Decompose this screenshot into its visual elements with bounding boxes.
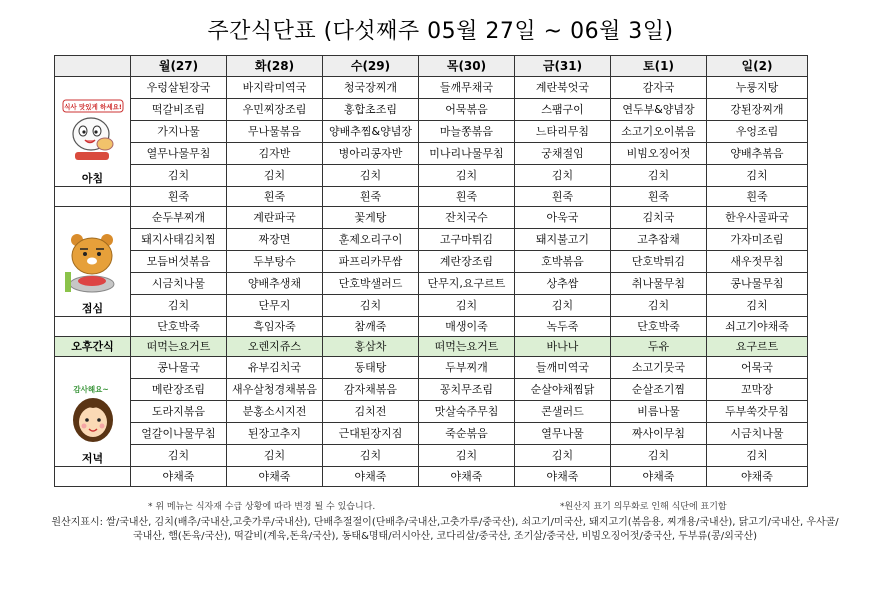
menu-item: 새우젓무침 <box>707 251 808 273</box>
menu-item: 어묵볶음 <box>419 99 515 121</box>
dinner-menu-row <box>55 423 808 445</box>
menu-item: 꽁치무조림 <box>419 379 515 401</box>
menu-item: 아욱국 <box>515 207 611 229</box>
breakfast-sign-text: 식사 맛있게 하세요! <box>63 103 122 111</box>
menu-item: 소고기오이볶음 <box>611 121 707 143</box>
menu-item: 들깨무채국 <box>419 77 515 99</box>
dinner-menu-row <box>55 445 808 467</box>
snack-item: 떠먹는요거트 <box>419 337 515 357</box>
menu-item: 들깨미역국 <box>515 357 611 379</box>
menu-item: 계란장조림 <box>419 251 515 273</box>
porridge-item: 흰죽 <box>227 187 323 207</box>
menu-item: 우민찌장조림 <box>227 99 323 121</box>
menu-item: 누룽지탕 <box>707 77 808 99</box>
menu-item: 두부찌개 <box>419 357 515 379</box>
porridge-item: 야채죽 <box>227 467 323 487</box>
snack-label: 오후간식 <box>55 337 131 357</box>
snack-item: 홍삼차 <box>323 337 419 357</box>
porridge-item: 참깨죽 <box>323 317 419 337</box>
menu-item: 가지나물 <box>131 121 227 143</box>
lunch-porridge-row <box>55 317 808 337</box>
porridge-item: 흰죽 <box>131 187 227 207</box>
menu-item: 잔치국수 <box>419 207 515 229</box>
dinner-label-cell <box>55 357 131 467</box>
dinner-menu-row <box>55 379 808 401</box>
menu-item: 분홍소시지전 <box>227 401 323 423</box>
lunch-label-cell <box>55 207 131 317</box>
menu-item: 고추잡채 <box>611 229 707 251</box>
menu-item: 김치 <box>131 295 227 317</box>
menu-item: 시금치나물 <box>131 273 227 295</box>
snack-item: 바나나 <box>515 337 611 357</box>
menu-item: 병아리콩자반 <box>323 143 419 165</box>
menu-item: 죽순볶음 <box>419 423 515 445</box>
menu-item: 메란장조림 <box>131 379 227 401</box>
menu-item: 순살조기찜 <box>611 379 707 401</box>
porridge-item: 흰죽 <box>707 187 808 207</box>
menu-item: 근대된장지짐 <box>323 423 419 445</box>
menu-item: 스팸구이 <box>515 99 611 121</box>
menu-item: 유부김치국 <box>227 357 323 379</box>
menu-item: 김치 <box>515 165 611 187</box>
lunch-menu-row <box>55 273 808 295</box>
menu-item: 꽃게탕 <box>323 207 419 229</box>
menu-item: 훈제오리구이 <box>323 229 419 251</box>
menu-item: 비름나물 <box>611 401 707 423</box>
menu-item: 순두부찌개 <box>131 207 227 229</box>
menu-item: 김치 <box>515 295 611 317</box>
lunch-menu-row <box>55 251 808 273</box>
dinner-menu-row <box>55 401 808 423</box>
origin-info: 원산지표시: 쌀/국내산, 김치(배추/국내산,고춧가루/국내산), 단배추절절이(단배추/국내산,고춧가루/중국산), 쇠고기/미국산, 돼지고기(볶음용, 찌개용/국내산), 닭고기/국내산, 우사골/국내산, 햄(돈육/국산), 떡갈비(계육,돈육/국산), 동태&명태/러시아산, 코다리살/중국산, 조기살/중국산, 비빔오징어젓/중국산, 두부류(콩/외국산) <box>51 517 839 542</box>
menu-item: 계란북엇국 <box>515 77 611 99</box>
snack-row <box>55 337 808 357</box>
menu-item: 비빔오징어젓 <box>611 143 707 165</box>
breakfast-label: 아침 <box>81 172 104 185</box>
menu-item: 김치 <box>707 295 808 317</box>
menu-item: 새우살청경채볶음 <box>227 379 323 401</box>
menu-item: 돼지사태김치찜 <box>131 229 227 251</box>
menu-item: 김치 <box>515 445 611 467</box>
menu-item: 얼갈이나물무침 <box>131 423 227 445</box>
day-header: 수(29) <box>323 56 419 77</box>
menu-item: 모듬버섯볶음 <box>131 251 227 273</box>
menu-item: 돼지불고기 <box>515 229 611 251</box>
menu-item: 강된장찌개 <box>707 99 808 121</box>
menu-item: 두부탕수 <box>227 251 323 273</box>
menu-item: 콘샐러드 <box>515 401 611 423</box>
menu-item: 홍합초조림 <box>323 99 419 121</box>
menu-item: 두부쑥갓무침 <box>707 401 808 423</box>
breakfast-label-cell <box>55 77 131 187</box>
porridge-item: 야채죽 <box>611 467 707 487</box>
porridge-item: 녹두죽 <box>515 317 611 337</box>
dinner-sign-text: 감사해요~ <box>72 385 109 394</box>
menu-item: 우엉조림 <box>707 121 808 143</box>
porridge-item: 흑임자죽 <box>227 317 323 337</box>
menu-item: 한우사골파국 <box>707 207 808 229</box>
dinner-porridge-label <box>55 467 131 487</box>
menu-item: 단호박샐러드 <box>323 273 419 295</box>
porridge-item: 매생이죽 <box>419 317 515 337</box>
menu-item: 우렁살된장국 <box>131 77 227 99</box>
day-header: 일(2) <box>707 56 808 77</box>
menu-item: 감자국 <box>611 77 707 99</box>
weekly-menu-table <box>54 55 808 487</box>
menu-item: 김치 <box>707 165 808 187</box>
snack-item: 오렌지쥬스 <box>227 337 323 357</box>
menu-item: 열무나물 <box>515 423 611 445</box>
menu-item: 김치 <box>323 445 419 467</box>
menu-item: 김치 <box>707 445 808 467</box>
menu-item: 꼬막장 <box>707 379 808 401</box>
menu-item: 소고기뭇국 <box>611 357 707 379</box>
menu-item: 짜장면 <box>227 229 323 251</box>
dinner-label: 저녁 <box>81 452 104 465</box>
lunch-porridge-label <box>55 317 131 337</box>
lunch-menu-row <box>55 229 808 251</box>
dinner-porridge-row <box>55 467 808 487</box>
menu-item: 김치 <box>227 165 323 187</box>
menu-item: 김치 <box>323 165 419 187</box>
origin-note: *원산지 표기 의무화로 인해 식단에 표기함 <box>560 502 727 512</box>
menu-item: 단무지,요구르트 <box>419 273 515 295</box>
menu-item: 김치 <box>323 295 419 317</box>
menu-item: 마늘쫑볶음 <box>419 121 515 143</box>
menu-item: 감자채볶음 <box>323 379 419 401</box>
day-header: 토(1) <box>611 56 707 77</box>
menu-change-note: * 위 메뉴는 식자재 수급 상황에 따라 변경 될 수 있습니다. <box>148 502 376 512</box>
menu-item: 계란파국 <box>227 207 323 229</box>
menu-item: 콩나물국 <box>131 357 227 379</box>
breakfast-porridge-label <box>55 187 131 207</box>
menu-item: 김치 <box>611 295 707 317</box>
menu-item: 맛살숙주무침 <box>419 401 515 423</box>
menu-item: 김치 <box>131 445 227 467</box>
menu-item: 시금치나물 <box>707 423 808 445</box>
snack-item: 요구르트 <box>707 337 808 357</box>
porridge-item: 흰죽 <box>515 187 611 207</box>
menu-item: 양배추찜&양념장 <box>323 121 419 143</box>
porridge-item: 야채죽 <box>515 467 611 487</box>
breakfast-menu-row <box>55 143 808 165</box>
porridge-item: 야채죽 <box>131 467 227 487</box>
breakfast-menu-row <box>55 99 808 121</box>
day-header: 금(31) <box>515 56 611 77</box>
day-header: 월(27) <box>131 56 227 77</box>
corner-cell <box>55 56 131 77</box>
lunch-menu-row <box>55 207 808 229</box>
menu-item: 떡갈비조림 <box>131 99 227 121</box>
menu-item: 콩나물무침 <box>707 273 808 295</box>
menu-item: 김자반 <box>227 143 323 165</box>
menu-item: 미나리나물무침 <box>419 143 515 165</box>
porridge-item: 야채죽 <box>419 467 515 487</box>
porridge-item: 단호박죽 <box>611 317 707 337</box>
porridge-item: 흰죽 <box>611 187 707 207</box>
menu-item: 김치 <box>419 445 515 467</box>
dinner-menu-row <box>55 357 808 379</box>
bear-character-icon <box>61 228 125 296</box>
menu-item: 느타리무침 <box>515 121 611 143</box>
menu-item: 바지락미역국 <box>227 77 323 99</box>
porridge-item: 쇠고기야채죽 <box>707 317 808 337</box>
day-header: 화(28) <box>227 56 323 77</box>
menu-item: 파프리카무쌈 <box>323 251 419 273</box>
menu-item: 김치 <box>227 445 323 467</box>
lunch-label: 점심 <box>81 302 104 315</box>
menu-item: 무나물볶음 <box>227 121 323 143</box>
header-row <box>55 56 808 77</box>
chef-character-icon <box>61 98 125 166</box>
menu-item: 어묵국 <box>707 357 808 379</box>
menu-item: 김치 <box>611 445 707 467</box>
menu-item: 궁채절임 <box>515 143 611 165</box>
menu-item: 김치 <box>131 165 227 187</box>
menu-item: 단호박튀김 <box>611 251 707 273</box>
menu-item: 짜사이무침 <box>611 423 707 445</box>
menu-item: 고구마튀김 <box>419 229 515 251</box>
porridge-item: 흰죽 <box>323 187 419 207</box>
breakfast-menu-row <box>55 77 808 99</box>
menu-item: 도라지볶음 <box>131 401 227 423</box>
menu-item: 호박볶음 <box>515 251 611 273</box>
breakfast-menu-row <box>55 121 808 143</box>
porridge-item: 흰죽 <box>419 187 515 207</box>
snack-item: 떠먹는요거트 <box>131 337 227 357</box>
snack-item: 두유 <box>611 337 707 357</box>
menu-item: 상추쌈 <box>515 273 611 295</box>
porridge-item: 단호박죽 <box>131 317 227 337</box>
day-header: 목(30) <box>419 56 515 77</box>
menu-item: 동태탕 <box>323 357 419 379</box>
menu-item: 취나물무침 <box>611 273 707 295</box>
menu-item: 김치 <box>419 295 515 317</box>
menu-item: 청국장찌개 <box>323 77 419 99</box>
menu-item: 가자미조림 <box>707 229 808 251</box>
menu-item: 김치국 <box>611 207 707 229</box>
menu-item: 김치 <box>419 165 515 187</box>
menu-item: 순살야채찜닭 <box>515 379 611 401</box>
breakfast-porridge-row <box>55 187 808 207</box>
menu-item: 연두부&양념장 <box>611 99 707 121</box>
menu-item: 양배추생채 <box>227 273 323 295</box>
menu-item: 단무지 <box>227 295 323 317</box>
menu-item: 김치 <box>611 165 707 187</box>
girl-thanks-icon <box>61 378 125 446</box>
porridge-item: 야채죽 <box>707 467 808 487</box>
lunch-menu-row <box>55 295 808 317</box>
porridge-item: 야채죽 <box>323 467 419 487</box>
menu-item: 된장고추지 <box>227 423 323 445</box>
menu-item: 열무나물무침 <box>131 143 227 165</box>
menu-item: 김치전 <box>323 401 419 423</box>
page-title: 주간식단표 (다섯째주 05월 27일 ~ 06월 3일) <box>207 19 674 44</box>
breakfast-menu-row <box>55 165 808 187</box>
menu-item: 양배추볶음 <box>707 143 808 165</box>
